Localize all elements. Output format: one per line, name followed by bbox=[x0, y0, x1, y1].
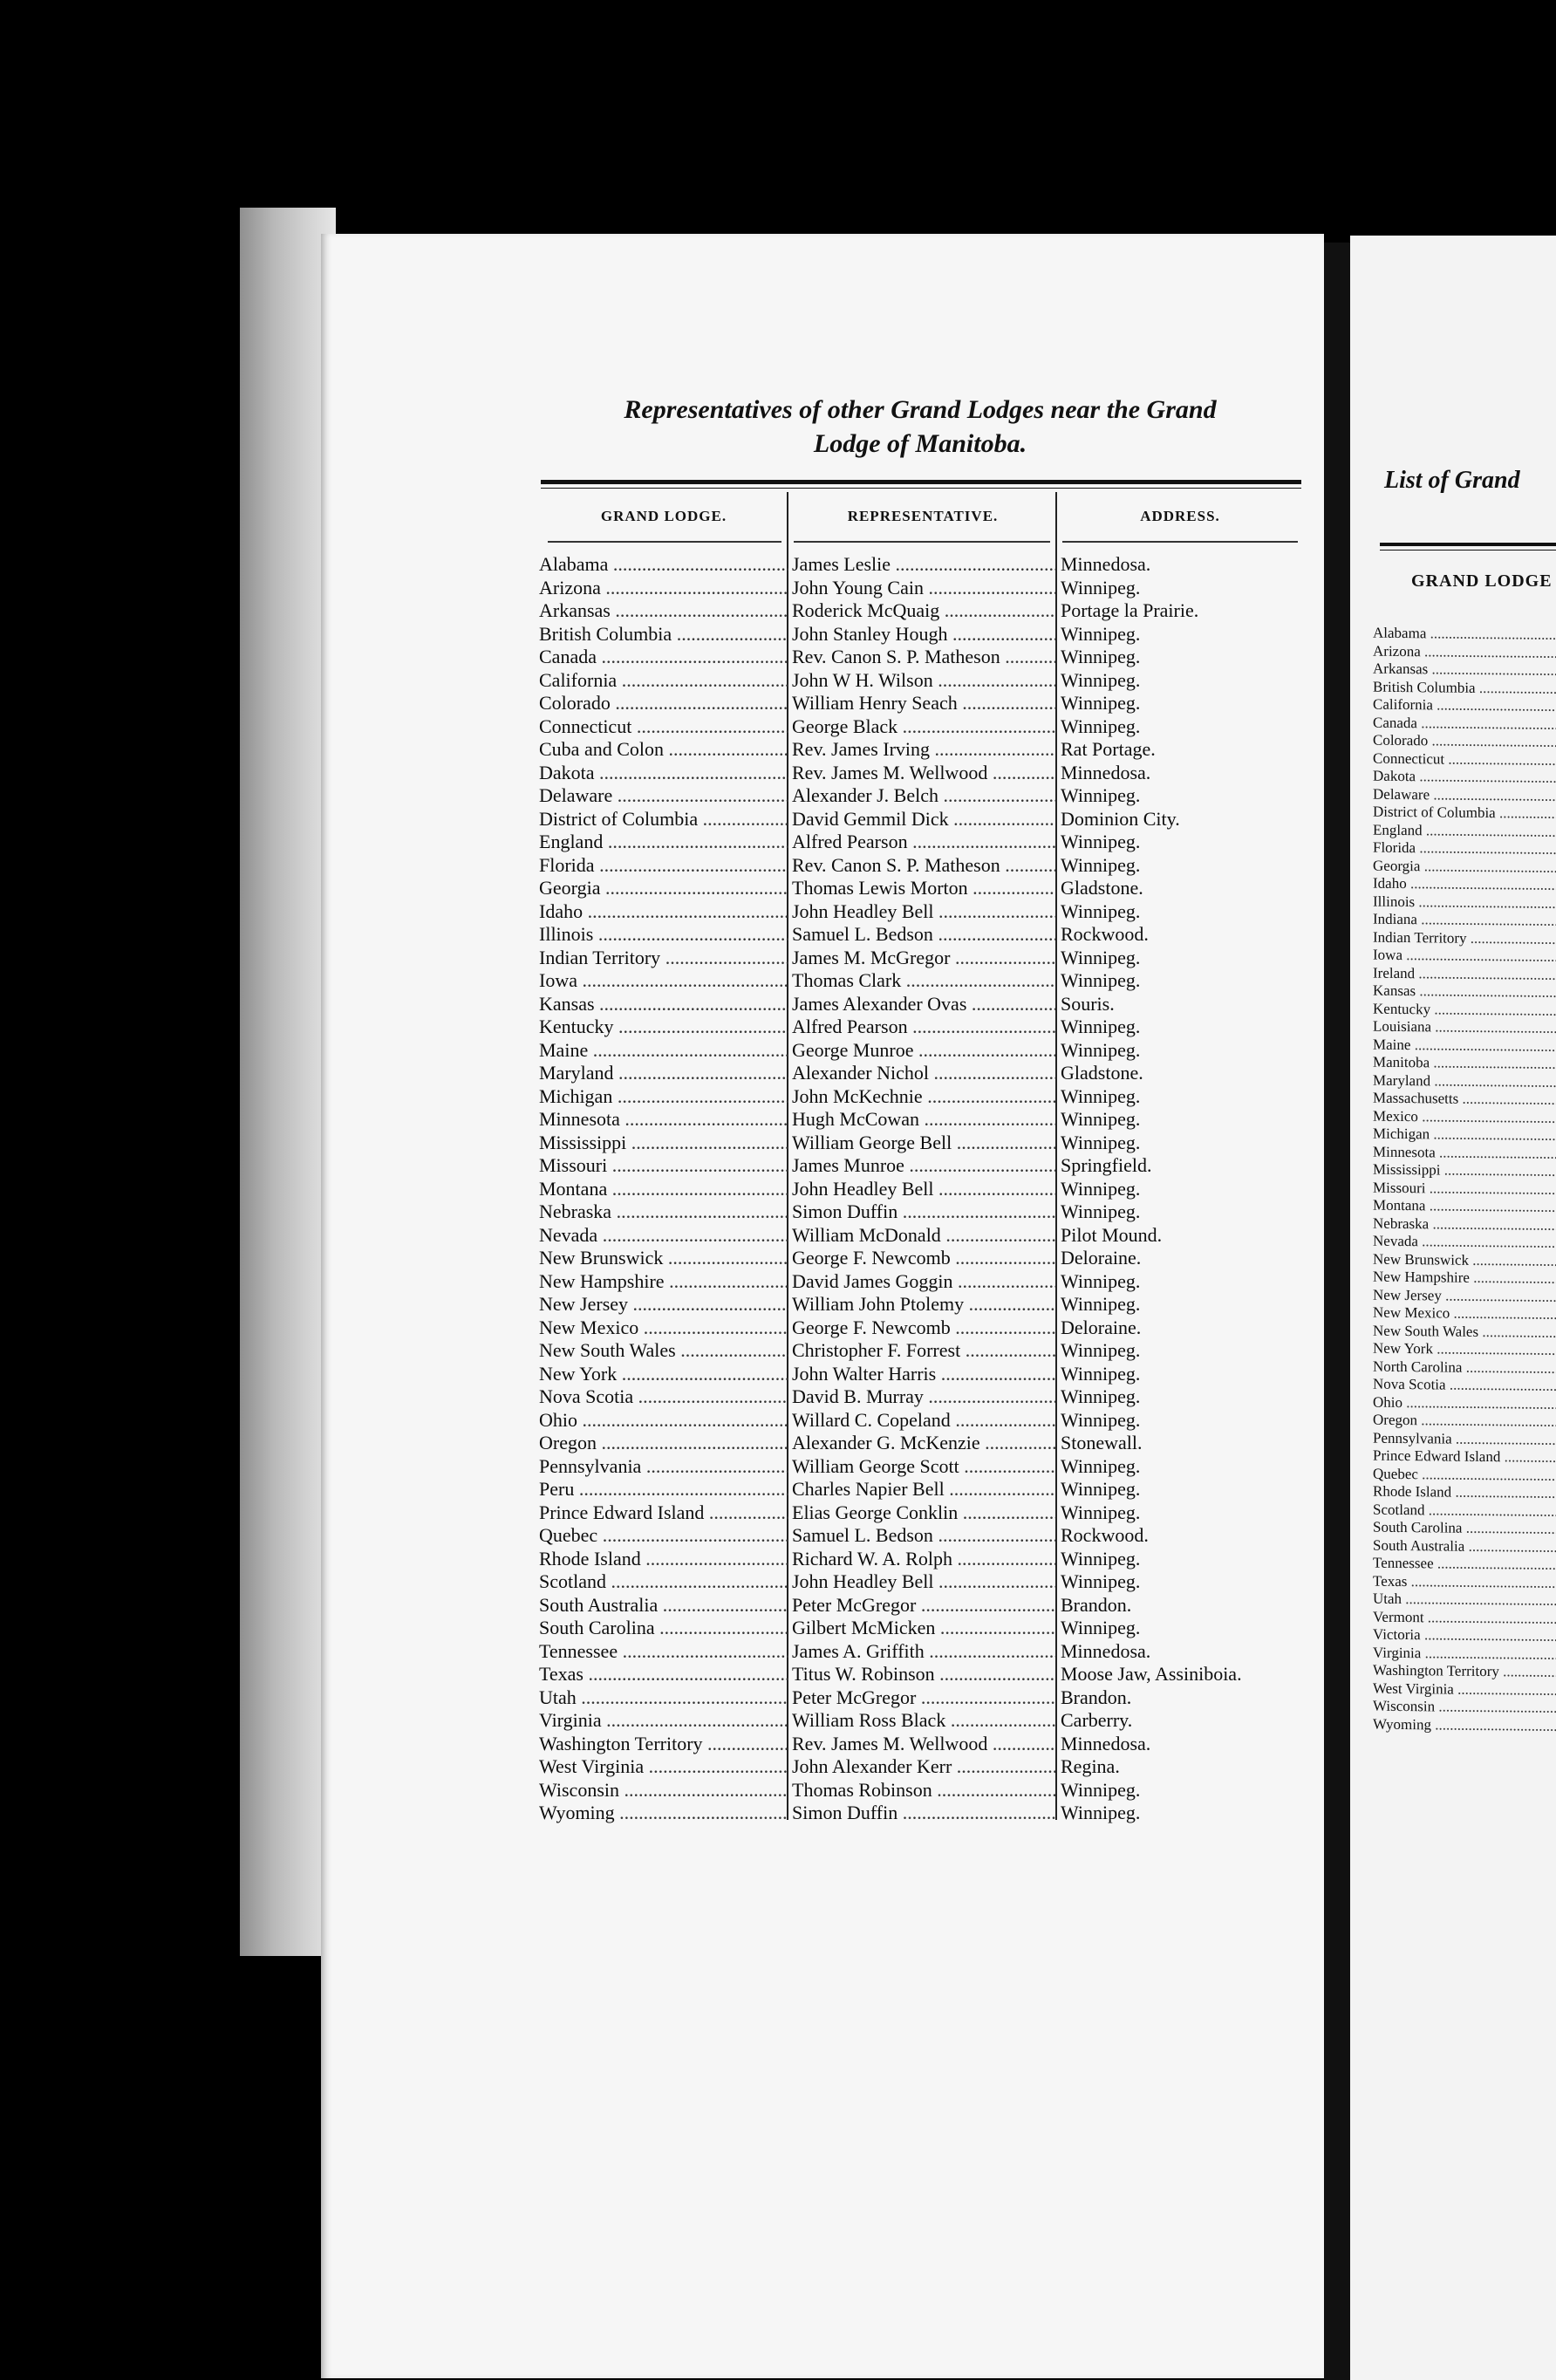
grand-lodge-cell: Colorado ..... bbox=[539, 692, 788, 715]
representative-cell: Elias George Conklin ..... bbox=[792, 1501, 1055, 1525]
right-page-list-item: New South Wales ..... bbox=[1373, 1322, 1556, 1344]
grand-lodge-cell: Michigan ..... bbox=[539, 1085, 788, 1109]
address-cell: Winnipeg. bbox=[1061, 1617, 1141, 1638]
address-cell: Winnipeg. bbox=[1061, 1269, 1141, 1292]
address-cell: Gladstone. bbox=[1061, 877, 1143, 899]
grand-lodge-cell: Wisconsin ..... bbox=[539, 1779, 788, 1802]
representative-cell: John Headley Bell ..... bbox=[792, 1178, 1055, 1201]
address-cell: Winnipeg. bbox=[1061, 1778, 1141, 1801]
right-page-title: List of Grand bbox=[1384, 467, 1520, 494]
right-page-list-item: Rhode Island ..... bbox=[1373, 1483, 1556, 1505]
representative-cell: Thomas Clark ..... bbox=[792, 969, 1055, 993]
right-page-list-item: Michigan ..... bbox=[1373, 1125, 1556, 1147]
address-cell: Winnipeg. bbox=[1061, 1362, 1141, 1385]
grand-lodge-cell: Idaho ..... bbox=[539, 900, 788, 924]
address-cell: Winnipeg. bbox=[1061, 576, 1141, 598]
right-page-list-item: Quebec ..... bbox=[1373, 1465, 1556, 1487]
representative-cell: Samuel L. Bedson ..... bbox=[792, 923, 1055, 947]
right-page-list-item: New Hampshire ..... bbox=[1373, 1269, 1556, 1290]
representative-cell: William McDonald ..... bbox=[792, 1224, 1055, 1248]
grand-lodge-cell: Virginia ..... bbox=[539, 1709, 788, 1733]
representative-cell: Alexander Nichol ..... bbox=[792, 1062, 1055, 1085]
grand-lodge-cell: Indian Territory ..... bbox=[539, 947, 788, 970]
representative-cell: James A. Griffith ..... bbox=[792, 1640, 1055, 1664]
address-cell: Brandon. bbox=[1061, 1593, 1132, 1616]
right-page-list-item: New Mexico ..... bbox=[1373, 1304, 1556, 1326]
grand-lodge-cell: Missouri ..... bbox=[539, 1154, 788, 1178]
right-page-list-item: New Brunswick ..... bbox=[1373, 1250, 1556, 1272]
right-page-list-item: Washington Territory ..... bbox=[1373, 1662, 1556, 1684]
right-page-list-item: Scotland ..... bbox=[1373, 1501, 1556, 1522]
right-page-list-item: District of Columbia ..... bbox=[1373, 804, 1556, 825]
right-page-list-item: Nebraska ..... bbox=[1373, 1214, 1556, 1236]
address-cell: Winnipeg. bbox=[1061, 899, 1141, 922]
address-cell: Portage la Prairie. bbox=[1061, 599, 1199, 621]
address-cell: Winnipeg. bbox=[1061, 1802, 1141, 1823]
grand-lodge-cell: Arkansas ..... bbox=[539, 599, 788, 623]
representative-cell: Simon Duffin ..... bbox=[792, 1200, 1055, 1224]
grand-lodge-cell: New Jersey ..... bbox=[539, 1293, 788, 1317]
address-cell: Rockwood. bbox=[1061, 1524, 1149, 1546]
right-page-list-item: Arkansas ..... bbox=[1373, 660, 1556, 682]
right-page-list-item: Texas ..... bbox=[1373, 1572, 1556, 1594]
grand-lodge-cell: Nevada ..... bbox=[539, 1224, 788, 1248]
representative-cell: Thomas Lewis Morton ..... bbox=[792, 877, 1055, 900]
representative-cell: Simon Duffin ..... bbox=[792, 1802, 1055, 1825]
address-cell: Dominion City. bbox=[1061, 807, 1180, 830]
address-cell: Carberry. bbox=[1061, 1709, 1133, 1731]
grand-lodge-cell: South Carolina ..... bbox=[539, 1617, 788, 1640]
page-title bbox=[536, 393, 1304, 461]
representative-header: REPRESENTATIVE. bbox=[847, 508, 999, 524]
grand-lodge-cell: Nova Scotia ..... bbox=[539, 1385, 788, 1409]
representative-header-rule bbox=[794, 541, 1050, 543]
grand-lodge-cell: Cuba and Colon ..... bbox=[539, 738, 788, 762]
address-cell: Winnipeg. bbox=[1061, 1547, 1141, 1570]
right-page-list-item: South Australia ..... bbox=[1373, 1536, 1556, 1558]
grand-lodge-cell: England ..... bbox=[539, 831, 788, 854]
address-cell: Winnipeg. bbox=[1061, 646, 1141, 667]
right-page-list-item: Indian Territory ..... bbox=[1373, 928, 1556, 950]
representative-cell: William Henry Seach ..... bbox=[792, 692, 1055, 715]
representative-cell: Thomas Robinson ..... bbox=[792, 1779, 1055, 1802]
address-cell: Stonewall. bbox=[1061, 1432, 1143, 1453]
right-page-list-item: South Carolina ..... bbox=[1373, 1519, 1556, 1541]
address-cell: Winnipeg. bbox=[1061, 1108, 1141, 1130]
representative-cell: John Alexander Kerr ..... bbox=[792, 1755, 1055, 1779]
grand-lodge-cell: Texas ..... bbox=[539, 1663, 788, 1686]
grand-lodge-cell: Montana ..... bbox=[539, 1178, 788, 1201]
grand-lodge-cell: District of Columbia ..... bbox=[539, 808, 788, 831]
right-page-list-item: Wyoming ..... bbox=[1373, 1715, 1556, 1737]
right-page-list-item: Idaho ..... bbox=[1373, 875, 1556, 897]
address-cell: Brandon. bbox=[1061, 1686, 1132, 1708]
address-cell: Souris. bbox=[1061, 992, 1115, 1015]
representative-cell: John Headley Bell ..... bbox=[792, 1570, 1055, 1594]
representative-cell: Alexander J. Belch ..... bbox=[792, 784, 1055, 808]
grand-lodge-cell: New Mexico ..... bbox=[539, 1317, 788, 1340]
address-cell: Winnipeg. bbox=[1061, 1454, 1141, 1477]
address-cell: Pilot Mound. bbox=[1061, 1223, 1163, 1246]
right-page-list-item: Ohio ..... bbox=[1373, 1393, 1556, 1415]
representative-cell: Peter McGregor ..... bbox=[792, 1594, 1055, 1617]
address-cell: Winnipeg. bbox=[1061, 969, 1141, 991]
address-cell: Minnedosa. bbox=[1061, 553, 1151, 575]
right-page-list-item: Nevada ..... bbox=[1373, 1233, 1556, 1255]
address-cell: Winnipeg. bbox=[1061, 1131, 1141, 1153]
right-page-list-item: New York ..... bbox=[1373, 1340, 1556, 1362]
representative-cell: Charles Napier Bell ..... bbox=[792, 1478, 1055, 1501]
address-cell: Minnedosa. bbox=[1061, 1639, 1151, 1662]
address-cell: Deloraine. bbox=[1061, 1316, 1142, 1338]
address-cell: Rat Portage. bbox=[1061, 738, 1156, 760]
right-page-list-item: Illinois ..... bbox=[1373, 892, 1556, 914]
right-page-list-item: Florida ..... bbox=[1373, 839, 1556, 861]
right-page-list-item: Prince Edward Island ..... bbox=[1373, 1447, 1556, 1469]
right-page-list-item: Kentucky ..... bbox=[1373, 1000, 1556, 1022]
title-line-2: Lodge of Manitoba. bbox=[813, 429, 1027, 458]
representative-cell: James Alexander Ovas ..... bbox=[792, 993, 1055, 1016]
right-page-list-item: Vermont ..... bbox=[1373, 1608, 1556, 1630]
right-page-list-item: Minnesota ..... bbox=[1373, 1143, 1556, 1165]
address-header-rule bbox=[1062, 541, 1298, 543]
representative-cell: William John Ptolemy ..... bbox=[792, 1293, 1055, 1317]
grand-lodge-cell: Alabama ..... bbox=[539, 553, 788, 577]
right-page-list-item: North Carolina ..... bbox=[1373, 1358, 1556, 1379]
representative-cell: David B. Murray ..... bbox=[792, 1385, 1055, 1409]
right-page-header: GRAND LODGE bbox=[1411, 571, 1553, 591]
address-cell: Winnipeg. bbox=[1061, 784, 1141, 806]
right-page-lodge-list bbox=[1373, 625, 1556, 1738]
representative-cell: Roderick McQuaig ..... bbox=[792, 599, 1055, 623]
grand-lodge-cell: Washington Territory ..... bbox=[539, 1733, 788, 1756]
representative-cell: David Gemmil Dick ..... bbox=[792, 808, 1055, 831]
right-page-list-item: New Jersey ..... bbox=[1373, 1286, 1556, 1308]
representative-cell: William Ross Black ..... bbox=[792, 1709, 1055, 1733]
address-cell: Winnipeg. bbox=[1061, 1200, 1141, 1222]
right-page-list-item: Oregon ..... bbox=[1373, 1412, 1556, 1433]
representative-cell: Rev. James M. Wellwood ..... bbox=[792, 762, 1055, 785]
address-cell: Winnipeg. bbox=[1061, 622, 1141, 645]
grand-lodge-cell: Tennessee ..... bbox=[539, 1640, 788, 1664]
grand-lodge-column bbox=[539, 553, 788, 1825]
representative-column bbox=[792, 553, 1055, 1825]
right-page-list-item: Georgia ..... bbox=[1373, 857, 1556, 879]
grand-lodge-cell: Mississippi ..... bbox=[539, 1132, 788, 1155]
address-cell: Winnipeg. bbox=[1061, 1016, 1141, 1037]
header-rule-thick bbox=[541, 480, 1301, 484]
right-page-list-item: Missouri ..... bbox=[1373, 1179, 1556, 1200]
right-page-list-item: England ..... bbox=[1373, 821, 1556, 843]
grand-lodge-cell: Maine ..... bbox=[539, 1039, 788, 1063]
representative-cell: Rev. James Irving ..... bbox=[792, 738, 1055, 762]
representative-cell: Richard W. A. Rolph ..... bbox=[792, 1548, 1055, 1571]
right-page-list-item: Louisiana ..... bbox=[1373, 1018, 1556, 1040]
right-page-list-item: Maryland ..... bbox=[1373, 1071, 1556, 1093]
grand-lodge-cell: Wyoming ..... bbox=[539, 1802, 788, 1825]
grand-lodge-cell: New Brunswick ..... bbox=[539, 1247, 788, 1270]
grand-lodge-cell: Nebraska ..... bbox=[539, 1200, 788, 1224]
right-page-rule-thick bbox=[1380, 543, 1556, 546]
grand-lodge-cell: New South Wales ..... bbox=[539, 1339, 788, 1363]
representative-cell: George Black ..... bbox=[792, 715, 1055, 739]
representative-cell: Samuel L. Bedson ..... bbox=[792, 1524, 1055, 1548]
address-cell: Winnipeg. bbox=[1061, 853, 1141, 876]
address-cell: Regina. bbox=[1061, 1755, 1120, 1777]
grand-lodge-cell: Canada ..... bbox=[539, 646, 788, 669]
representative-cell: Alfred Pearson ..... bbox=[792, 1016, 1055, 1039]
address-cell: Minnedosa. bbox=[1061, 761, 1151, 783]
representative-cell: John Young Cain ..... bbox=[792, 577, 1055, 600]
right-page-list-item: Ireland ..... bbox=[1373, 964, 1556, 986]
right-page-list-item: Colorado ..... bbox=[1373, 732, 1556, 754]
grand-lodge-cell: Minnesota ..... bbox=[539, 1108, 788, 1132]
representative-cell: Rev. James M. Wellwood ..... bbox=[792, 1733, 1055, 1756]
representative-cell: Titus W. Robinson ..... bbox=[792, 1663, 1055, 1686]
address-cell: Deloraine. bbox=[1061, 1247, 1142, 1269]
grand-lodge-cell: Georgia ..... bbox=[539, 877, 788, 900]
grand-lodge-cell: Dakota ..... bbox=[539, 762, 788, 785]
address-header: ADDRESS. bbox=[1140, 508, 1220, 524]
address-cell: Winnipeg. bbox=[1061, 1084, 1141, 1107]
representative-cell: John McKechnie ..... bbox=[792, 1085, 1055, 1109]
right-page-list-item: Massachusetts ..... bbox=[1373, 1090, 1556, 1111]
address-cell: Moose Jaw, Assiniboia. bbox=[1061, 1663, 1242, 1685]
address-cell: Winnipeg. bbox=[1061, 1293, 1141, 1315]
right-page-list-item: Maine ..... bbox=[1373, 1036, 1556, 1057]
right-page-list-item: Mexico ..... bbox=[1373, 1107, 1556, 1129]
grand-lodge-cell: Arizona ..... bbox=[539, 577, 788, 600]
right-page-list-item: Wisconsin ..... bbox=[1373, 1698, 1556, 1720]
representative-cell: George Munroe ..... bbox=[792, 1039, 1055, 1063]
grand-lodge-cell: Florida ..... bbox=[539, 854, 788, 878]
address-cell: Gladstone. bbox=[1061, 1062, 1143, 1084]
representative-cell: Peter McGregor ..... bbox=[792, 1686, 1055, 1710]
right-page-list-item: Delaware ..... bbox=[1373, 785, 1556, 807]
grand-lodge-cell: California ..... bbox=[539, 669, 788, 693]
representative-cell: Alfred Pearson ..... bbox=[792, 831, 1055, 854]
grand-lodge-cell: Peru ..... bbox=[539, 1478, 788, 1501]
representative-cell: James Leslie ..... bbox=[792, 553, 1055, 577]
grand-lodge-header-rule bbox=[548, 541, 781, 543]
address-cell: Winnipeg. bbox=[1061, 1385, 1141, 1407]
address-cell: Winnipeg. bbox=[1061, 692, 1141, 714]
representative-cell: William George Scott ..... bbox=[792, 1455, 1055, 1479]
right-page-list-item: Nova Scotia ..... bbox=[1373, 1376, 1556, 1398]
address-cell: Winnipeg. bbox=[1061, 715, 1141, 737]
representative-cell: David James Goggin ..... bbox=[792, 1270, 1055, 1294]
grand-lodge-cell: Kansas ..... bbox=[539, 993, 788, 1016]
grand-lodge-cell: Maryland ..... bbox=[539, 1062, 788, 1085]
page-gutter bbox=[1324, 243, 1350, 2380]
address-cell: Winnipeg. bbox=[1061, 1478, 1141, 1500]
grand-lodge-cell: West Virginia ..... bbox=[539, 1755, 788, 1779]
right-page-list-item: British Columbia ..... bbox=[1373, 678, 1556, 700]
representative-cell: Gilbert McMicken ..... bbox=[792, 1617, 1055, 1640]
grand-lodge-cell: New York ..... bbox=[539, 1363, 788, 1386]
right-page-list-item: Canada ..... bbox=[1373, 714, 1556, 735]
address-cell: Winnipeg. bbox=[1061, 1177, 1141, 1200]
grand-lodge-cell: Delaware ..... bbox=[539, 784, 788, 808]
representative-cell: George F. Newcomb ..... bbox=[792, 1247, 1055, 1270]
address-column bbox=[1061, 553, 1322, 1825]
right-page-list-item: Connecticut ..... bbox=[1373, 749, 1556, 771]
representative-cell: John Headley Bell ..... bbox=[792, 900, 1055, 924]
representative-cell: Willard C. Copeland ..... bbox=[792, 1409, 1055, 1433]
address-cell: Winnipeg. bbox=[1061, 1038, 1141, 1061]
representative-cell: James Munroe ..... bbox=[792, 1154, 1055, 1178]
address-cell: Rockwood. bbox=[1061, 923, 1149, 945]
grand-lodge-cell: Scotland ..... bbox=[539, 1570, 788, 1594]
representative-cell: Rev. Canon S. P. Matheson ..... bbox=[792, 646, 1055, 669]
representative-cell: Rev. Canon S. P. Matheson ..... bbox=[792, 854, 1055, 878]
right-page-list-item: Pennsylvania ..... bbox=[1373, 1429, 1556, 1451]
grand-lodge-header: GRAND LODGE. bbox=[600, 508, 727, 524]
representative-cell: John W H. Wilson ..... bbox=[792, 669, 1055, 693]
grand-lodge-cell: Quebec ..... bbox=[539, 1524, 788, 1548]
right-page-list-item: Virginia ..... bbox=[1373, 1644, 1556, 1665]
column-divider-2 bbox=[1055, 492, 1057, 1820]
right-page-list-item: Tennessee ..... bbox=[1373, 1555, 1556, 1576]
right-page-list-item: Kansas ..... bbox=[1373, 982, 1556, 1004]
header-rule-thin bbox=[541, 488, 1301, 489]
address-cell: Winnipeg. bbox=[1061, 831, 1141, 852]
grand-lodge-cell: Rhode Island ..... bbox=[539, 1548, 788, 1571]
representative-cell: Christopher F. Forrest ..... bbox=[792, 1339, 1055, 1363]
address-cell: Winnipeg. bbox=[1061, 1339, 1141, 1361]
right-page-list-item: Victoria ..... bbox=[1373, 1626, 1556, 1648]
representative-cell: William George Bell ..... bbox=[792, 1132, 1055, 1155]
right-page-list-item: Utah ..... bbox=[1373, 1590, 1556, 1612]
grand-lodge-cell: British Columbia ..... bbox=[539, 623, 788, 646]
grand-lodge-cell: South Australia ..... bbox=[539, 1594, 788, 1617]
title-line-1: Representatives of other Grand Lodges near the Grand bbox=[624, 395, 1217, 424]
representative-cell: Hugh McCowan ..... bbox=[792, 1108, 1055, 1132]
grand-lodge-cell: Iowa ..... bbox=[539, 969, 788, 993]
right-page-list-item: West Virginia ..... bbox=[1373, 1679, 1556, 1701]
right-page-list-item: Indiana ..... bbox=[1373, 911, 1556, 933]
right-page-list-item: Manitoba ..... bbox=[1373, 1054, 1556, 1076]
representative-cell: Alexander G. McKenzie ..... bbox=[792, 1432, 1055, 1455]
right-page-list-item: Montana ..... bbox=[1373, 1197, 1556, 1219]
right-page-list-item: Dakota ..... bbox=[1373, 768, 1556, 790]
representative-cell: George F. Newcomb ..... bbox=[792, 1317, 1055, 1340]
address-cell: Springfield. bbox=[1061, 1154, 1152, 1176]
grand-lodge-cell: Connecticut ..... bbox=[539, 715, 788, 739]
grand-lodge-cell: Utah ..... bbox=[539, 1686, 788, 1710]
address-cell: Winnipeg. bbox=[1061, 946, 1141, 968]
right-page-list-item: Iowa ..... bbox=[1373, 947, 1556, 968]
grand-lodge-cell: Oregon ..... bbox=[539, 1432, 788, 1455]
right-page-list-item: California ..... bbox=[1373, 696, 1556, 718]
representative-cell: John Stanley Hough ..... bbox=[792, 623, 1055, 646]
grand-lodge-cell: Kentucky ..... bbox=[539, 1016, 788, 1039]
right-page-list-item: Mississippi ..... bbox=[1373, 1161, 1556, 1183]
grand-lodge-cell: Ohio ..... bbox=[539, 1409, 788, 1433]
representative-cell: James M. McGregor ..... bbox=[792, 947, 1055, 970]
representative-cell: John Walter Harris ..... bbox=[792, 1363, 1055, 1386]
right-page-rule-thin bbox=[1380, 550, 1556, 551]
right-page-list-item: Arizona ..... bbox=[1373, 642, 1556, 664]
address-cell: Winnipeg. bbox=[1061, 668, 1141, 691]
grand-lodge-cell: Prince Edward Island ..... bbox=[539, 1501, 788, 1525]
address-cell: Winnipeg. bbox=[1061, 1570, 1141, 1592]
address-cell: Winnipeg. bbox=[1061, 1501, 1141, 1523]
address-cell: Minnedosa. bbox=[1061, 1732, 1151, 1754]
grand-lodge-cell: Pennsylvania ..... bbox=[539, 1455, 788, 1479]
grand-lodge-cell: New Hampshire ..... bbox=[539, 1270, 788, 1294]
address-cell: Winnipeg. bbox=[1061, 1408, 1141, 1431]
right-page-list-item: Alabama ..... bbox=[1373, 625, 1556, 646]
grand-lodge-cell: Illinois ..... bbox=[539, 923, 788, 947]
